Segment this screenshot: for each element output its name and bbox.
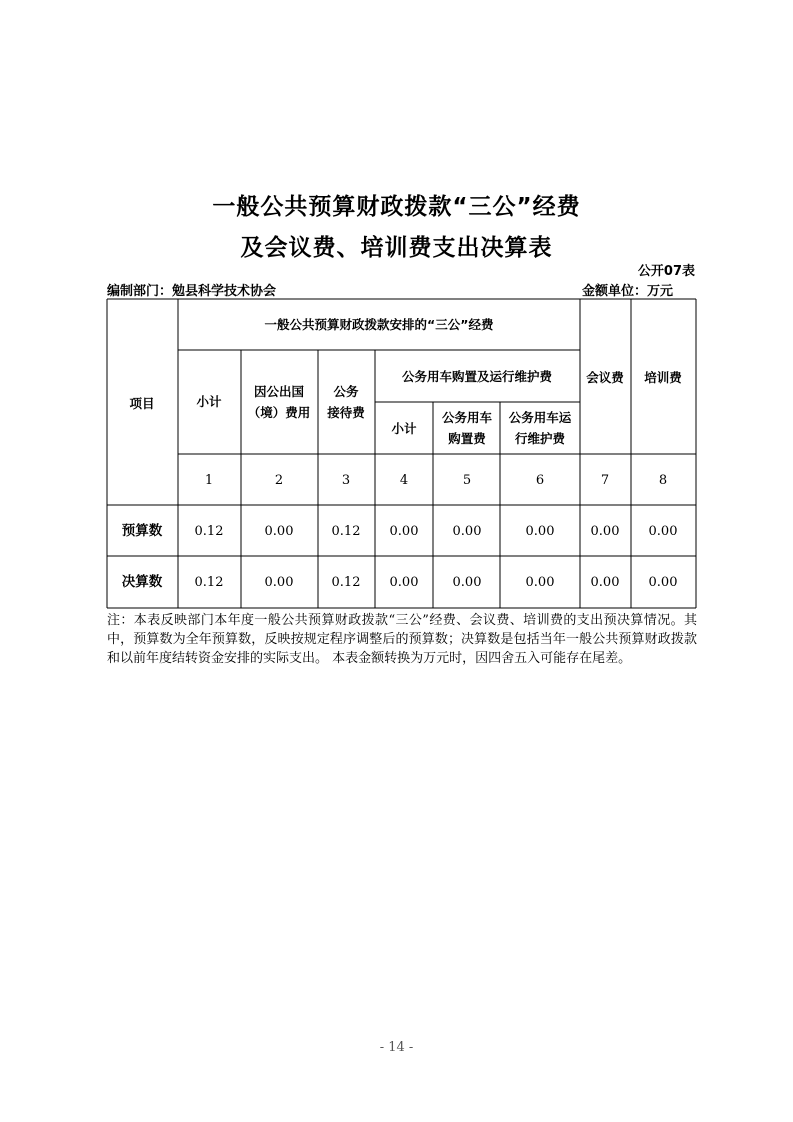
header-training: 培训费 (644, 370, 682, 385)
table-cell: 0.00 (590, 575, 620, 590)
table-cell: 0.00 (525, 575, 555, 590)
table-cell: 0.00 (590, 524, 620, 539)
column-number-7: 7 (600, 473, 610, 488)
header-vehicle-operation-line1: 公务用车运 (508, 410, 572, 425)
table-cell: 0.12 (194, 575, 224, 590)
amount-unit-label: 金额单位：万元 (581, 284, 673, 299)
row-label-0: 预算数 (121, 523, 163, 539)
header-abroad-line2: （境）费用 (247, 405, 311, 420)
table-cell: 0.00 (525, 524, 555, 539)
table-code: 公开07表 (637, 264, 695, 279)
column-number-row (205, 473, 667, 488)
table-cell: 0.00 (264, 575, 294, 590)
department-label: 编制部门：勉县科学技术协会 (107, 284, 277, 299)
header-reception-line2: 接待费 (327, 405, 365, 420)
document-title-line1: 一般公共预算财政拨款“三公”经费 (212, 194, 581, 220)
header-vehicle-subtotal: 小计 (391, 421, 417, 436)
table-cell: 0.00 (452, 524, 482, 539)
table-note: 注：本表反映部门本年度一般公共预算财政拨款“三公”经费、会议费、培训费的支出预决算情况。其中，预算数为全年预算数，反映按规定程序调整后的预算数；决算数是包括当年一般公共预算财政拨款和以前年度结转资金安排的实际支出。 本表金额转换为万元时，因四舍五入可能存在尾差。 (107, 613, 697, 666)
header-abroad-line1: 因公出国 (253, 384, 305, 399)
header-vehicle-operation-line2: 行维护费 (514, 431, 566, 446)
table-cell: 0.00 (452, 575, 482, 590)
header-subtotal: 小计 (196, 394, 222, 409)
header-vehicle-group: 公务用车购置及运行维护费 (401, 369, 553, 384)
table-cell: 0.00 (389, 524, 419, 539)
header-meeting: 会议费 (586, 370, 624, 385)
row-label-1: 决算数 (121, 574, 163, 590)
document-title-line2: 及会议费、培训费支出决算表 (240, 235, 553, 261)
column-number-3: 3 (341, 473, 351, 488)
column-number-1: 1 (204, 473, 214, 488)
table-cell: 0.12 (194, 524, 224, 539)
header-vehicle-purchase-line1: 公务用车 (441, 410, 493, 425)
column-number-8: 8 (658, 473, 668, 488)
column-number-6: 6 (535, 473, 545, 488)
header-item: 项目 (129, 396, 155, 411)
table-cell: 0.12 (331, 524, 361, 539)
table-grid (107, 299, 696, 608)
header-reception-line1: 公务 (333, 384, 359, 399)
column-number-4: 4 (399, 473, 409, 488)
table-cell: 0.00 (264, 524, 294, 539)
table-cell: 0.00 (648, 524, 678, 539)
page-number: - 14 - (379, 1040, 414, 1055)
column-number-2: 2 (274, 473, 284, 488)
table-cell: 0.12 (331, 575, 361, 590)
table-cell: 0.00 (648, 575, 678, 590)
header-vehicle-purchase-line2: 购置费 (448, 431, 486, 446)
table-cell: 0.00 (389, 575, 419, 590)
header-group-title: 一般公共预算财政拨款安排的“三公”经费 (264, 317, 494, 332)
column-number-5: 5 (462, 473, 472, 488)
